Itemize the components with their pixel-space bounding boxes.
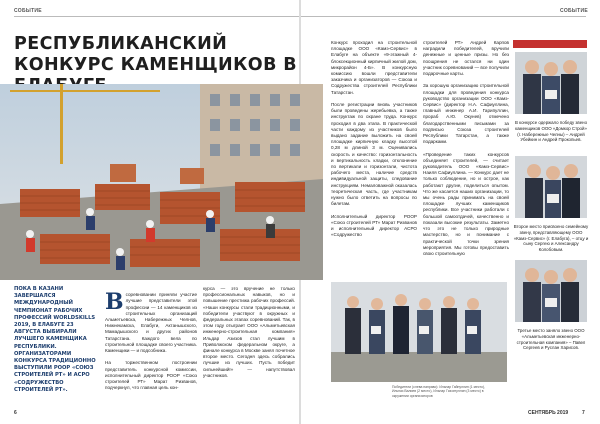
article-column-2: курса — это вручение не только профессиональных навыков, но и повышение престижа рабочих профессий. «Наши конкурсы стали традиционными, и победители участвуют в окружных и федеральных этапах соревнований. Так, в этом году отыграет ООО «Альметьевская инженерно-строительная компания» Ильдар Азизов стал лучшим в Приволжском федеральном округе, а финале конкурса в Москве занял почетное второе место. Сегодня здесь собрались лучшие из лучших. Пусть победит сильнейший!» — напутствовал участников. [203,286,295,378]
page-number-left: 6 [14,410,17,416]
winner-caption-2: Второе место присвоено семейному звену, представляющему ООО «Камэ-Сервис» (г. Елабуга), – отцу и сыну Сергею и Александру Колобовым. [513,224,589,253]
winner-photo-3 [515,260,587,322]
article-column-4: строителей РТ» Андрей Карпов наградили победителей, вручили денежные и ценные призы. Но без поощрения не остался ни один участник соревнований — все получили подарочные карты. За хорошую организацию строительной площадки для проведения конкурса руководство организации ООО «Камэ-Сервис» (директор Н.А. Сафиуллина, главный инженер А.И. Гарипуллин, прораб А.Ю. Окунев) отмечено благодарственными письмами за подписью Союза строителей Республики Татарстан, а также подарками. «Проведение таких конкурсов объединяет строителей, — считает руководитель ООО «Камэ-Сервис» Наиля Сафиуллина. — Конкурс дает не только соблюдение, но и острое, как работают другие, поделиться опытом. Что же касается наших организации, то мы очень рады принимать на своей площадке лучших каменщиков республики. Все участники работали с большой самоотдачей, качественно и показали высокие результаты. Заметно что это не только природные мастерство, но и понимание с практической точки зрения мероприятия. Мы готовы предоставить свою строительную [423,40,509,256]
bricklayers-photo-illustration [0,84,323,280]
article-column-3: Конкурс проходил на строительной площадке ООО «Камэ-Сервис» в Елабуге на объекте «9-этажный 4-блоксекционный кирпичный жилой дом, микрорайон 4-Б». В конкурсную комиссию вошли представители заказчика и организаторов — Союза и Содружества строителей Республики Татарстан. После регистрации вновь участников были проведены жеребьевка, а также инструктаж по охране труда. Конкурс проходил в два этапа. В практической части каждому из участников было выдано задание выложить на своей площадке кирпичную кладку высотой 0,28 м длиной 3 м. Оценивались скорость и качество: горизонтальность и вертикальность кладки, отклонение по вертикали и горизонтали, чистота рабочего места, наличие средств индивидуальной защиты, следование инструкциям. Немаловажной оказалась теоретическая часть, где участникам нужно было ответить на вопросы по билетам. Исполнительный директор РООР «Союз строителей РТ» Марат Ризванов и исполнительный директор АСРО «Содружество [331,40,417,238]
section-label-right: СОБЫТИЕ [560,8,588,14]
article-title: РЕСПУБЛИКАНСКИЙ КОНКУРС КАМЕНЩИКОВ В [14,34,298,75]
photo-caption: Победители (слева направо): Ильнар Гайнуллин (1 место), Ильназ Валиев (2 место), Ильнар Гиззятуллин (3 место) в окружении организаторов [392,385,486,398]
construction-site-photo [0,84,323,280]
drop-cap: В [105,289,124,316]
section-label-left: СОБЫТИЕ [14,8,42,14]
winner-3-illustration [515,260,587,322]
article-lead: ПОКА В КАЗАНИ ЗАВЕРШАЛСЯ МЕЖДУНАРОДНЫЙ ЧЕМПИОНАТ РАБОЧИХ ПРОФЕССИЙ WORLDSKILLS 2019, В ЕЛАБУГЕ 23 АВГУСТА ВЫБИРАЛИ ЛУЧШЕГО КАМЕНЩИКА РЕСПУБЛИКИ. ОРГАНИЗАТОРАМИ КОНКУРСА ТРАДИЦИОННО ВЫСТУПИЛИ РООР «СОЮЗ СТРОИТЕЛЕЙ РТ» И АСРО «СОДРУЖЕСТВО СТРОИТЕЛЕЙ РТ». [14,286,96,393]
article-column-1 [105,286,197,391]
sidebar-header [513,40,587,48]
winner-photo-2 [515,156,587,218]
issue-date: СЕНТЯБРЬ 2019 [528,410,569,416]
winner-1-illustration [515,52,587,114]
award-ceremony-photo [331,282,507,382]
winner-photo-1 [515,52,587,114]
winner-caption-1: В конкурсе одержало победу звено каменщиков ООО «Домкор Строй» (г. Набережные Челны) – Андрей Убейкин и Андрей Прокопьев. [514,120,588,143]
page-number-right: 7 [582,410,585,416]
article-column-1-text: соревновании приняли участие лучшие представители этой профессии — 14 каменщиков из строительных организаций Альметьевска, Набережных Челнов, Нижнекамска, Елабуги, Актанышского, Мамадышского и других районов Татарстана. Каждого вела по строительной площадке своего участника. Каменщики — и подсобника. На торжественном построении представитель конкурсной комиссии, исполнительный директор РООР «Союз строителей РТ» Марат Ризванов, подчеркнул, что главная цель кон- [105,292,197,391]
winner-caption-3: Третье место заняло звено ООО «Альметьевская инженерно-строительная компания» – Павел Сергеев и Руслан Харисов. [516,328,586,351]
winner-2-illustration [515,156,587,218]
award-photo-illustration [331,282,507,382]
